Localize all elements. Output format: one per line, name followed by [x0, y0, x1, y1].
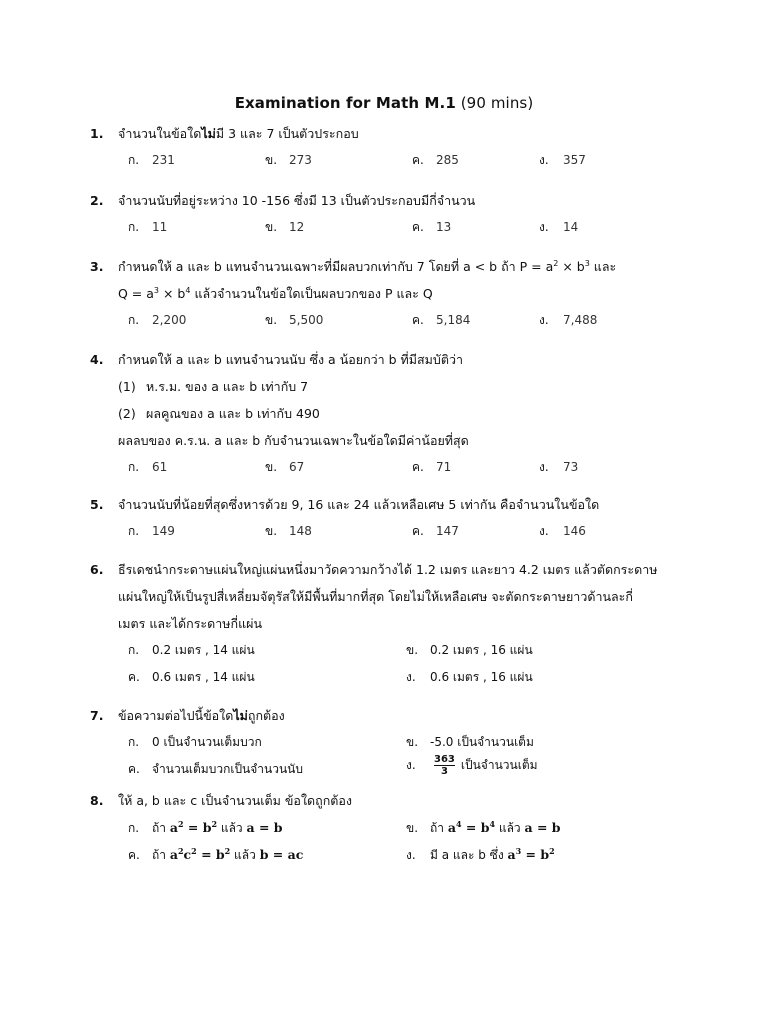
- math-term: a: [447, 820, 456, 835]
- question-6: [90, 556, 700, 691]
- question-text-line-2: แผ่นใหญ่ให้เป็นรูปสี่เหลี่ยมจัตุรัสให้มีพื้นที่มากที่สุด โดยไม่ให้เหลือเศษ จะตัดกระดาษยาวด้านละกี่: [118, 589, 633, 604]
- option-text: มี a และ b ซึ่ง: [430, 848, 504, 862]
- question-text: จำนวนนับที่อยู่ระหว่าง 10 -156 ซึ่งมี 13 เป็นตัวประกอบมีกี่จำนวน: [118, 193, 476, 208]
- option-b[interactable]: [265, 214, 304, 241]
- question-number: 6.: [90, 562, 104, 577]
- options-row: [90, 814, 700, 841]
- option-a[interactable]: [128, 214, 167, 241]
- option-letter: ข.: [406, 821, 419, 835]
- option-text: ถ้า: [152, 848, 167, 862]
- option-letter: ข.: [265, 460, 278, 474]
- condition-text: ห.ร.ม. ของ a และ b เท่ากับ 7: [146, 379, 309, 394]
- question-8: [90, 787, 700, 868]
- option-value: 0.2 เมตร , 14 แผ่น: [152, 643, 255, 657]
- exponent: 2: [549, 845, 555, 856]
- option-value: 12: [289, 220, 305, 234]
- math-term: = b: [183, 820, 212, 835]
- question-text-part: กำหนดให้ a และ b แทนจำนวนเฉพาะที่มีผลบวกเท่ากับ 7 โดยที่ a < b ถ้า P = a: [118, 259, 554, 274]
- option-value: 146: [563, 524, 586, 538]
- option-letter: ก.: [128, 460, 140, 474]
- option-value: 148: [289, 524, 312, 538]
- option-d[interactable]: [539, 214, 578, 241]
- option-letter: ง.: [539, 524, 549, 538]
- option-value: 147: [436, 524, 459, 538]
- exponent: 3: [584, 258, 590, 268]
- option-c[interactable]: [128, 841, 303, 869]
- option-a[interactable]: [128, 729, 262, 756]
- exponent: 2: [177, 818, 184, 829]
- option-letter: ก.: [128, 313, 140, 327]
- option-value: 67: [289, 460, 305, 474]
- option-value: -5.0 เป็นจำนวนเต็ม: [430, 735, 534, 749]
- exponent: 2: [177, 845, 184, 856]
- math-term: = b: [461, 820, 490, 835]
- option-text: แล้ว: [217, 821, 247, 835]
- option-letter: ง.: [406, 758, 416, 772]
- question-text-part: และ: [589, 259, 617, 274]
- option-value: 73: [563, 460, 579, 474]
- option-letter: ก.: [128, 821, 140, 835]
- question-text-emphasis: ไม่: [201, 126, 216, 141]
- option-value: 61: [152, 460, 168, 474]
- equation: [170, 820, 217, 835]
- option-b[interactable]: [406, 814, 561, 842]
- option-value: 5,500: [289, 313, 324, 327]
- option-letter: ก.: [128, 524, 140, 538]
- option-letter: ข.: [265, 153, 278, 167]
- exponent: 4: [489, 818, 496, 829]
- question-text-part: × b: [159, 286, 186, 301]
- option-c[interactable]: [412, 214, 451, 241]
- option-c[interactable]: [412, 307, 470, 334]
- exponent: 2: [224, 845, 231, 856]
- question-text: ให้ a, b และ c เป็นจำนวนเต็ม ข้อใดถูกต้อง: [118, 793, 353, 808]
- options-row: [90, 664, 700, 691]
- question-text-line-1: ธีรเดชนำกระดาษแผ่นใหญ่แผ่นหนึ่งมาวัดความกว้างได้ 1.2 เมตร และยาว 4.2 เมตร แล้วตัดกระดาษ: [118, 562, 658, 577]
- question-text-line-3: เมตร และได้กระดาษกี่แผ่น: [118, 616, 263, 631]
- option-a[interactable]: [128, 307, 186, 334]
- question-text-line-2: [118, 280, 700, 307]
- option-text: แล้ว: [495, 821, 525, 835]
- options-row: [90, 518, 700, 545]
- question-number: 2.: [90, 193, 104, 208]
- math-term: c: [183, 847, 192, 862]
- option-b[interactable]: [265, 518, 312, 545]
- option-value: 2,200: [152, 313, 187, 327]
- math-term: = b: [521, 847, 550, 862]
- exponent: 2: [211, 818, 218, 829]
- option-b[interactable]: [265, 307, 323, 334]
- option-value: 11: [152, 220, 168, 234]
- option-letter: ข.: [265, 524, 278, 538]
- option-d[interactable]: [539, 147, 586, 174]
- question-text-part: จำนวนในข้อใด: [118, 126, 202, 141]
- question-text: [118, 120, 700, 147]
- option-letter: ข.: [265, 220, 278, 234]
- option-c[interactable]: [128, 756, 303, 783]
- option-value: 14: [563, 220, 579, 234]
- question-4: [90, 346, 700, 481]
- option-letter: ง.: [406, 670, 416, 684]
- option-letter: ง.: [539, 153, 549, 167]
- question-text-part: มี 3 และ 7 เป็นตัวประกอบ: [215, 126, 359, 141]
- question-5: [90, 491, 700, 545]
- option-value: 273: [289, 153, 312, 167]
- question-number: 4.: [90, 352, 104, 367]
- question-text-part: ข้อความต่อไปนี้ข้อใด: [118, 708, 234, 723]
- option-text: แล้ว: [230, 848, 260, 862]
- option-a[interactable]: [128, 147, 175, 174]
- condition-number: (1): [118, 379, 136, 394]
- option-b[interactable]: [265, 147, 312, 174]
- option-letter: ค.: [128, 762, 140, 776]
- option-value: 0 เป็นจำนวนเต็มบวก: [152, 735, 262, 749]
- option-d[interactable]: [539, 307, 597, 334]
- option-value: เป็นจำนวนเต็ม: [460, 758, 538, 772]
- option-letter: ข.: [406, 643, 419, 657]
- exponent: 2: [553, 258, 559, 268]
- condition-number: (2): [118, 406, 136, 421]
- condition-text: ผลคูณของ a และ b เท่ากับ 490: [146, 406, 320, 421]
- question-1: [90, 120, 700, 174]
- equation: [448, 820, 495, 835]
- question-3: [90, 253, 700, 334]
- question-2: [90, 187, 700, 241]
- option-a[interactable]: [128, 454, 167, 481]
- option-d[interactable]: [406, 841, 555, 869]
- equation-result: b = ac: [259, 847, 304, 862]
- question-text-emphasis: ไม่: [233, 708, 248, 723]
- fraction-denominator: 3: [440, 766, 448, 777]
- question-text-part: แล้วจำนวนในข้อใดเป็นผลบวกของ P และ Q: [190, 286, 433, 301]
- option-letter: ข.: [265, 313, 278, 327]
- title-duration: (90 mins): [460, 94, 534, 112]
- options-row: [90, 307, 700, 334]
- equation: [508, 847, 555, 862]
- options-row: [90, 454, 700, 481]
- option-value: 231: [152, 153, 175, 167]
- question-number: 1.: [90, 126, 104, 141]
- question-text-2: ผลลบของ ค.ร.น. a และ b กับจำนวนเฉพาะในข้อใดมีค่าน้อยที่สุด: [118, 433, 469, 448]
- question-text-line-1: [118, 253, 700, 280]
- question-text-part: × b: [558, 259, 585, 274]
- option-letter: ค.: [128, 848, 140, 862]
- question-7: [90, 702, 700, 783]
- exponent: 4: [455, 818, 462, 829]
- title-main: Examination for Math M.1: [234, 94, 456, 112]
- math-term: a: [507, 847, 516, 862]
- option-c[interactable]: [412, 147, 459, 174]
- options-row: [90, 729, 700, 756]
- option-letter: ค.: [412, 524, 424, 538]
- page-title: [0, 94, 768, 112]
- fraction-numerator: 363: [434, 754, 455, 765]
- option-value: 285: [436, 153, 459, 167]
- question-number: 5.: [90, 497, 104, 512]
- option-letter: ค.: [412, 313, 424, 327]
- question-number: 7.: [90, 708, 104, 723]
- math-term: a: [169, 820, 178, 835]
- equation-result: a = b: [246, 820, 283, 835]
- option-d[interactable]: [539, 454, 578, 481]
- question-number: 3.: [90, 259, 104, 274]
- exponent: 2: [191, 845, 197, 856]
- options-row: [90, 756, 700, 783]
- options-row: [90, 214, 700, 241]
- option-c[interactable]: [412, 454, 451, 481]
- option-d[interactable]: [406, 664, 533, 691]
- exponent: 3: [153, 285, 160, 295]
- fraction: [434, 754, 455, 777]
- option-letter: ง.: [539, 460, 549, 474]
- option-letter: ก.: [128, 735, 140, 749]
- option-value: 7,488: [563, 313, 598, 327]
- options-row: [90, 841, 700, 868]
- equation: [170, 847, 230, 862]
- options-row: [90, 147, 700, 174]
- option-value: จำนวนเต็มบวกเป็นจำนวนนับ: [152, 762, 303, 776]
- option-letter: ข.: [406, 735, 419, 749]
- option-a[interactable]: [128, 637, 255, 664]
- option-letter: ง.: [539, 313, 549, 327]
- equation-result: a = b: [524, 820, 561, 835]
- option-value: 13: [436, 220, 452, 234]
- option-letter: ก.: [128, 153, 140, 167]
- question-text-part: Q = a: [118, 286, 154, 301]
- option-value: 0.6 เมตร , 14 แผ่น: [152, 670, 255, 684]
- question-text: [118, 702, 700, 729]
- option-value: 5,184: [436, 313, 471, 327]
- option-text: ถ้า: [152, 821, 167, 835]
- option-value: 0.2 เมตร , 16 แผ่น: [430, 643, 533, 657]
- option-value: 149: [152, 524, 175, 538]
- option-letter: ค.: [412, 460, 424, 474]
- option-a[interactable]: [128, 814, 283, 842]
- math-term: a: [169, 847, 178, 862]
- option-letter: ง.: [406, 848, 416, 862]
- condition-1: [118, 373, 700, 400]
- option-letter: ก.: [128, 220, 140, 234]
- option-letter: ง.: [539, 220, 549, 234]
- question-text-part: ถูกต้อง: [247, 708, 285, 723]
- option-letter: ค.: [412, 220, 424, 234]
- question-number: 8.: [90, 793, 104, 808]
- condition-2: [118, 400, 700, 427]
- option-b[interactable]: [406, 637, 533, 664]
- options-row: [90, 637, 700, 664]
- option-value: 357: [563, 153, 586, 167]
- option-value: 0.6 เมตร , 16 แผ่น: [430, 670, 533, 684]
- math-term: = b: [196, 847, 225, 862]
- option-d[interactable]: [539, 518, 586, 545]
- exponent: 4: [185, 285, 191, 295]
- option-c[interactable]: [128, 664, 255, 691]
- option-b[interactable]: [265, 454, 304, 481]
- option-text: ถ้า: [430, 821, 445, 835]
- question-text: กำหนดให้ a และ b แทนจำนวนนับ ซึ่ง a น้อยกว่า b ที่มีสมบัติว่า: [118, 352, 463, 367]
- option-d[interactable]: [406, 752, 538, 779]
- option-letter: ค.: [412, 153, 424, 167]
- option-letter: ก.: [128, 643, 140, 657]
- option-a[interactable]: [128, 518, 175, 545]
- question-text: จำนวนนับที่น้อยที่สุดซึ่งหารด้วย 9, 16 และ 24 แล้วเหลือเศษ 5 เท่ากัน คือจำนวนในข้อใด: [118, 497, 600, 512]
- option-letter: ค.: [128, 670, 140, 684]
- option-c[interactable]: [412, 518, 459, 545]
- exponent: 3: [515, 845, 522, 856]
- option-value: 71: [436, 460, 452, 474]
